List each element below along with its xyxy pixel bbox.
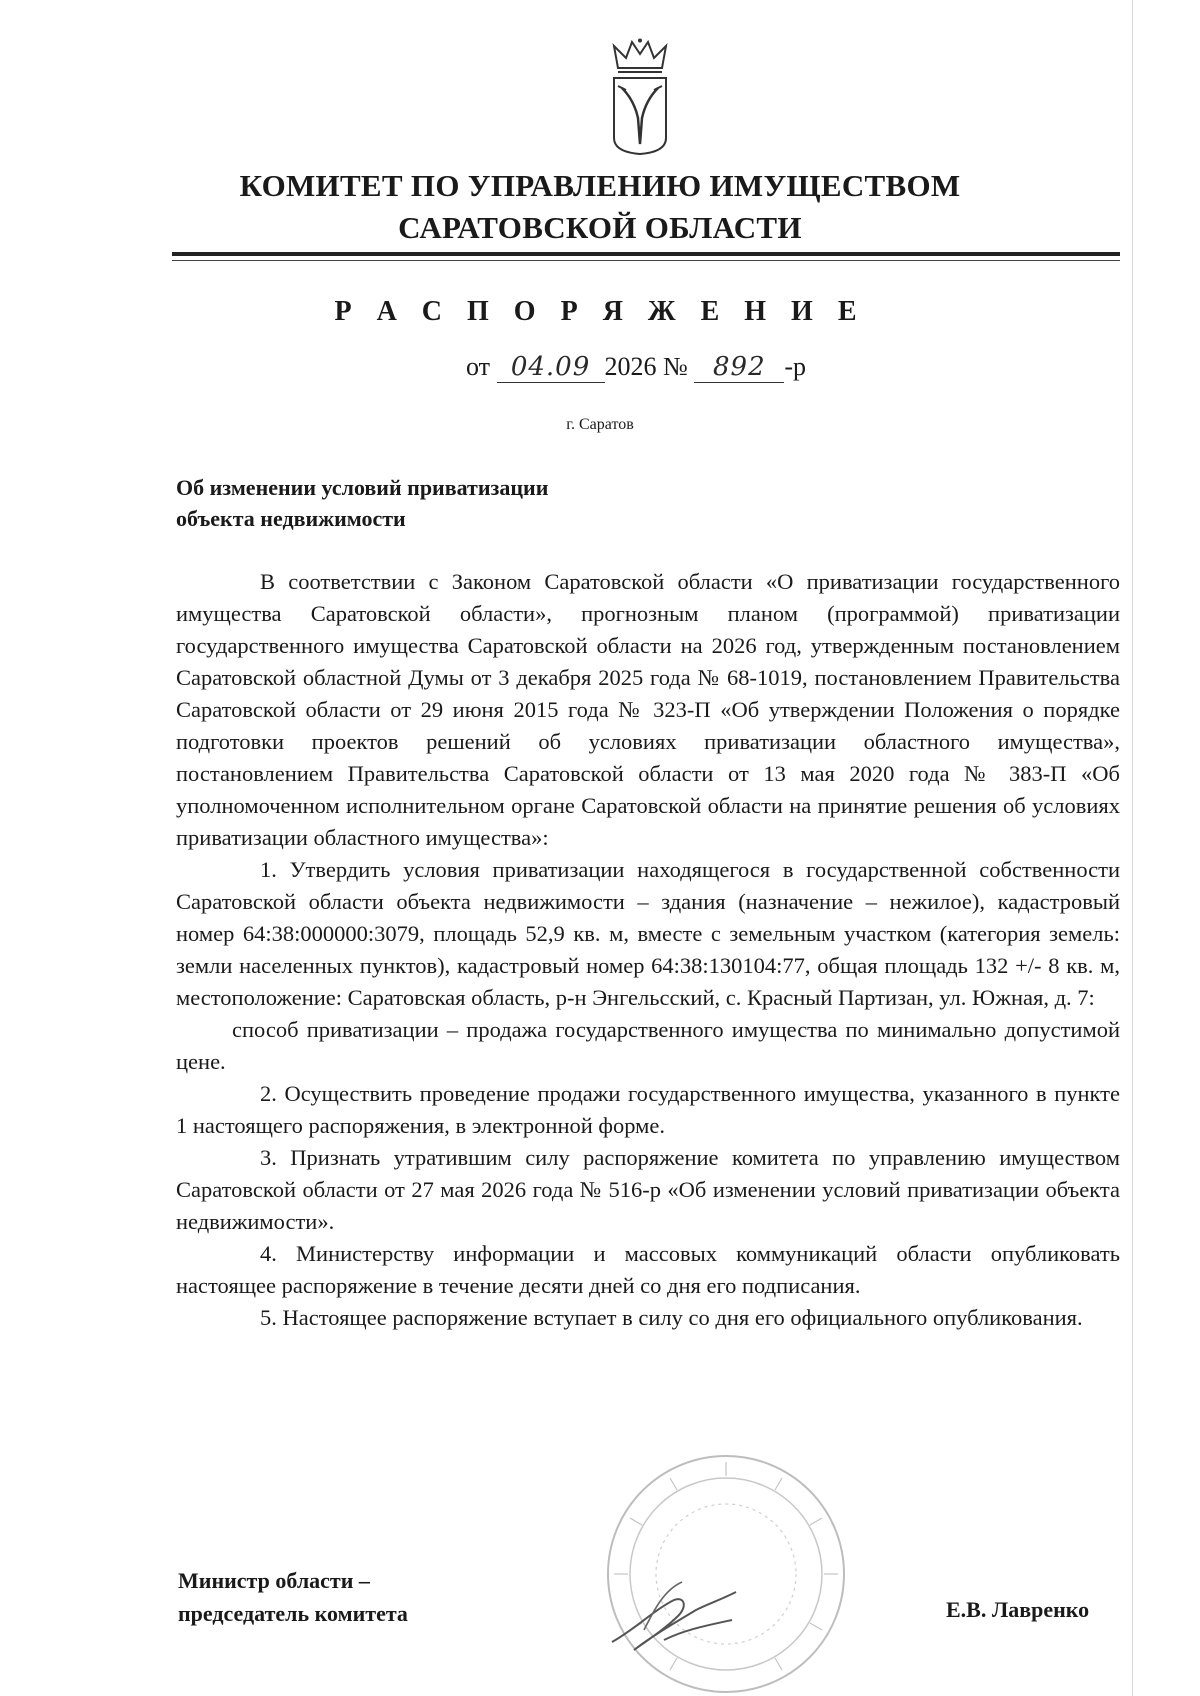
signatory-role-line1: Министр области – [178, 1568, 370, 1593]
item-5-paragraph: 5. Настоящее распоряжение вступает в силу со дня его официального опубликования. [260, 1305, 1083, 1330]
organization-name-line2: САРАТОВСКОЙ ОБЛАСТИ [398, 210, 802, 245]
date-prefix: от [466, 352, 491, 381]
document-subject [176, 472, 548, 534]
page-edge [1132, 0, 1133, 1696]
handwritten-number: 892 [694, 352, 784, 383]
item-2-paragraph: 2. Осуществить проведение продажи государственного имущества, указанного в пункте 1 настоящего распоряжения, в электронной форме. [176, 1081, 1120, 1138]
document-body [176, 566, 1120, 1334]
signatory-name: Е.В. Лавренко [946, 1597, 1090, 1622]
item-3-paragraph: 3. Признать утратившим силу распоряжение комитета по управлению имуществом Саратовской области от 27 мая 2026 года № 516-р «Об изменении условий приватизации объекта недвижимости». [176, 1145, 1120, 1234]
preamble-paragraph: В соответствии с Законом Саратовской области «О приватизации государственного имущества Саратовской области», прогнозным планом (программой) приватизации государственного имущества Саратовской области на 2026 год, утвержденным постановлением Саратовской областной Думы от 3 декабря 2025 года № 68-1019, постановлением Правительства Саратовской области от 29 июня 2015 года № 323-П «Об утверждении Положения о порядке подготовки проектов решений об условиях приватизации областного имущества», постановлением Правительства Саратовской области от 13 мая 2020 года № 383-П «Об уполномоченном исполнительном органе Саратовской области на принятие решения об условиях приватизации областного имущества»: [176, 569, 1120, 850]
document-city: г. Саратов [566, 416, 634, 433]
subject-line1: Об изменении условий приватизации [176, 475, 549, 500]
number-prefix: № [663, 352, 688, 381]
number-suffix: -р [784, 352, 807, 381]
saratov-coat-of-arms-icon [608, 38, 672, 156]
header-rule-thin [172, 260, 1120, 261]
subject-line2: объекта недвижимости [176, 506, 406, 531]
handwritten-signature-icon [604, 1570, 754, 1670]
document-kind: Р А С П О Р Я Ж Е Н И Е [334, 296, 866, 327]
header-rule-thick [172, 252, 1120, 256]
item-1-paragraph: 1. Утвердить условия приватизации находящегося в государственной собственности Саратовской области объекта недвижимости – здания (назначение – нежилое), кадастровый номер 64:38:000000:3079, площадь 52,9 кв. м, вместе с земельным участком (категория земель: земли населенных пунктов), кадастровый номер 64:38:130104:77, общая площадь 132 +/- 8 кв. м, местоположение: Саратовская область, р-н Энгельсский, с. Красный Партизан, ул. Южная, д. 7: [176, 857, 1120, 1010]
item-4-paragraph: 4. Министерству информации и массовых коммуникаций области опубликовать настоящее распоряжение в течение десяти дней со дня его подписания. [176, 1241, 1120, 1298]
item-1-method-paragraph: способ приватизации – продажа государственного имущества по минимально допустимой цене. [176, 1017, 1120, 1074]
signatory-role-line2: председатель комитета [178, 1601, 408, 1626]
signatory-role [178, 1564, 408, 1630]
handwritten-date: 04.09 [497, 352, 605, 383]
document-date-number [466, 352, 806, 383]
organization-name-line1: КОМИТЕТ ПО УПРАВЛЕНИЮ ИМУЩЕСТВОМ [239, 168, 961, 203]
document-year: 2026 [604, 352, 657, 381]
